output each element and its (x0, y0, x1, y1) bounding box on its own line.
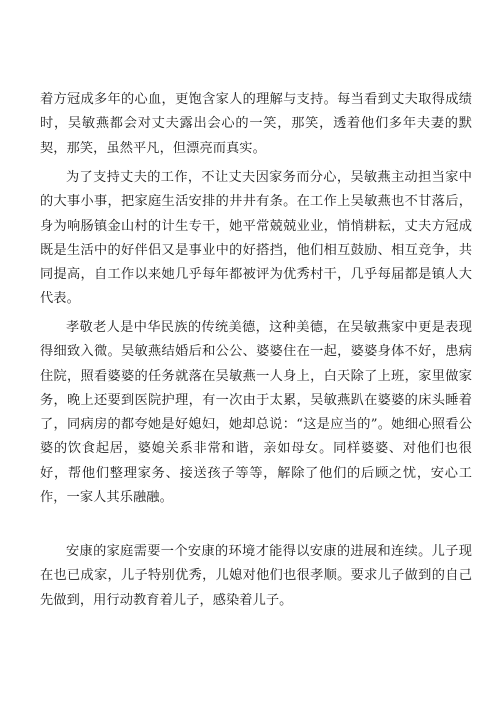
paragraph-4: 安康的家庭需要一个安康的环境才能得以安康的进展和连续。儿子现在也已成家，儿子特别优秀，儿媳对他们也很孝顺。要求儿子做到的自己先做到，用行动教育着儿子，感染着儿子。 (40, 544, 472, 608)
paragraph-1: 着方冠成多年的心血，更饱含家人的理解与支持。每当看到丈夫取得成绩时，吴敏燕都会对丈夫露出会心的一笑，那笑，透着他们多年夫妻的默契，那笑，虽然平凡，但漂亮而真实。 (40, 92, 472, 156)
paragraph-2: 为了支持丈夫的工作，不让丈夫因家务而分心，吴敏燕主动担当家中的大事小事，把家庭生活安排的井井有条。在工作上吴敏燕也不甘落后，身为响肠镇金山村的计生专干，她平常兢兢业业，悄悄耕耘，丈夫方冠成既是生活中的好伴侣又是事业中的好搭挡，他们相互鼓励、相互竞争，共同提高，自工作以来她几乎每年都被评为优秀村干，几乎每届都是镇人大代表。 (40, 170, 472, 307)
paragraph-3: 孝敬老人是中华民族的传统美德，这种美德，在吴敏燕家中更是表现得细致入微。吴敏燕结婚后和公公、婆婆住在一起，婆婆身体不好，患病住院，照看婆婆的任务就落在吴敏燕一人身上，白天除了上班，家里做家务，晚上还要到医院护理，有一次由于太累，吴敏燕趴在婆婆的床头睡着了，同病房的都夸她是好媳妇，她却总说：“这是应当的”。她细心照看公婆的饮食起居，婆媳关系非常和谐，亲如母女。同样婆婆、对他们也很好，帮他们整理家务、接送孩子等等，解除了他们的后顾之忧，安心工作，一家人其乐融融。 (40, 320, 472, 506)
